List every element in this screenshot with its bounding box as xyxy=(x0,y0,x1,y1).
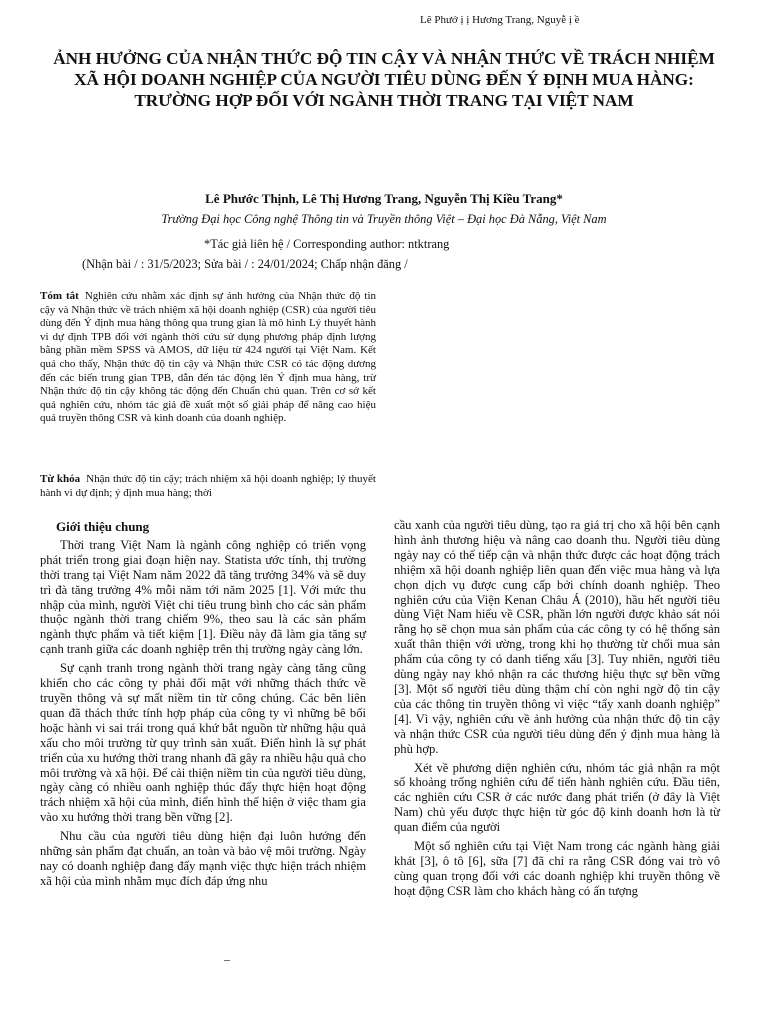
paragraph: Sự cạnh tranh trong ngành thời trang ngày càng tăng cũng khiến cho các công ty phải đối mặt với những thách thức về truyền thông và sự mất niềm tin từ công chúng. Các bên liên quan đã thách thức tính hợp pháp của công ty vì những bê bối hoặc hành vi sai trái trong quá khứ bắt nguồn từ những hậu quả xấu cho môi trường từ quy trình sản xuất. Điển hình là sự phát triển của xu hướng thời trang nhanh đã gây ra nhiều hậu quả cho môi trường và xã hội. Để cải thiện niềm tin của người tiêu dùng, ngày càng có nhiều oanh nghiệp thúc đẩy thực hiện hoạt động trách nhiệm xã hội của mình, điển hình thể hiện ở việc tham gia vào xu hướng thời trang bền vững [2]. xyxy=(40,661,366,825)
affiliation: Trường Đại học Công nghệ Thông tin và Truyền thông Việt – Đại học Đà Nẵng, Việt Nam xyxy=(161,212,607,226)
corresponding-author: *Tác giả liên hệ / Corresponding author: ntktrang xyxy=(204,237,450,251)
author-list: Lê Phước Thịnh, Lê Thị Hương Trang, Nguyễn Thị Kiều Trang* xyxy=(205,191,563,206)
abstract-text: Nghiên cứu nhằm xác định sự ảnh hưởng của Nhận thức độ tin cậy và Nhận thức về trách nhiệm xã hội doanh nghiệp (CSR) của người tiêu dùng đến Ý định mua hàng thông qua trung gian là mô hình Lý thuyết hành vi dự định TPB đối với ngành thời cứu sử dụng phương pháp định lượng bằng phần mềm SPSS và AMOS, dữ liệu từ 424 người tại Việt Nam. Kết quả cho thấy, Nhận thức độ tin cậy và Nhận thức CSR có tác động dương đến các biến trung gian TPB, dẫn đến tác động lên Ý định mua hàng, trừ Nhận thức độ tin cậy không tác động đến Chuẩn chủ quan. Trên cơ sở kết quả nghiên cứu, nhóm tác giả đề xuất một số giải pháp để nâng cao hiệu quả truyền thông CSR và kinh doanh của doanh nghiệp. xyxy=(40,290,377,425)
paragraph: Một số nghiên cứu tại Việt Nam trong các ngành hàng giải khát [3], ô tô [6], sữa [7] đã chỉ ra rằng CSR đóng vai trò vô cùng quan trọng đối với các doanh nghiệp khi truyền thông về hoạt động CSR làm cho khách hàng có ấn tượng xyxy=(394,839,720,898)
keywords xyxy=(40,473,376,500)
section-heading: Giới thiệu chung xyxy=(56,519,150,534)
keywords-label: Từ khóa xyxy=(40,473,81,485)
keywords-text: Nhận thức độ tin cậy; trách nhiệm xã hội doanh nghiệp; lý thuyết hành vi dự định; ý định mua hàng; thời xyxy=(40,473,376,499)
footnote-mark: – xyxy=(224,952,230,966)
paper-title: ẢNH HƯỞNG CỦA NHẬN THỨC ĐỘ TIN CẬY VÀ NHẬN THỨC VỀ TRÁCH NHIỆM XÃ HỘI DOANH NGHIỆP CỦA NGƯỜI TIÊU DÙNG ĐẾN Ý ĐỊNH MUA HÀNG: TRƯỜNG HỢP ĐỐI VỚI NGÀNH THỜI TRANG TẠI VIỆT NAM xyxy=(53,49,715,110)
paragraph: cầu xanh của người tiêu dùng, tạo ra giá trị cho xã hội bên cạnh hình ảnh thương hiệu và nâng cao doanh thu. Người tiêu dùng ngày nay có thể tiếp cận và nhận thức được các hoạt động trách nhiệm xã hội doanh nghiệp liên quan đến việc mua hàng và lựa chọn dịch vụ được cung cấp bởi chính doanh nghiệp. Theo nghiên cứu của Viện Kenan Châu Á (2010), hầu hết người tiêu dùng Việt Nam hiểu về CSR, phần lớn người được khảo sát nói rằng họ sẽ chọn mua sản phẩm của các công ty có hệ thống sản xuất thân thiện với ường, trong khi họ thường từ chối mua sản phẩm của công ty có danh tiếng xấu [3]. Tuy nhiên, người tiêu dùng ngày nay khó nhận ra các thương hiệu thực sự bền vững [3]. Một số người tiêu dùng thậm chí còn nghi ngờ độ tin cậy của các thông tin truyền thông vì việc “tẩy xanh doanh nghiệp” [4]. Vì vậy, nghiên cứu về ảnh hưởng của nhận thức độ tin cậy và nhận thức CSR của người tiêu dùng đến ý định mua hàng là phù hợp. xyxy=(394,518,720,756)
running-header: Lê Phướ ị ị Hương Trang, Nguyễ ị ề xyxy=(420,14,580,26)
paragraph: Xét về phương diện nghiên cứu, nhóm tác giả nhận ra một số khoảng trống nghiên cứu để tiến hành nghiên cứu. Đầu tiên, các nghiên cứu CSR ở các nước đang phát triển (ở đây là Việt Nam) chủ yếu được thực hiện từ góc độ kinh doanh hơn là từ quan điểm của người xyxy=(394,760,720,835)
paragraph: Thời trang Việt Nam là ngành công nghiệp có triển vọng phát triển trong giai đoạn hiện nay. Statista ước tính, thị trường thời trang tại Việt Nam năm 2022 đã tăng trưởng 34% và sẽ duy trì đà tăng trưởng 4% mỗi năm tới năm 2025 [1]. Với mức thu nhập của mình, người Việt chi tiêu trung bình cho các sản phẩm thuộc ngành thời trang chiếm 9%, theo sau là các sản phẩm ngành thực phẩm và tiết kiệm [1]. Điều này đã làm gia tăng sự cạnh tranh giữa các doanh nghiệp trên thị trường ngày càng lớn. xyxy=(40,537,366,657)
abstract xyxy=(40,290,376,426)
right-column xyxy=(394,518,720,903)
paragraph: Nhu cầu của người tiêu dùng hiện đại luôn hướng đến những sản phẩm đạt chuẩn, an toàn và bảo vệ môi trường. Ngày nay có doanh nghiệp đang đẩy mạnh việc thực hiện trách nhiệm xã hội của mình nhằm mục đích đáp ứng nhu xyxy=(40,829,366,888)
submission-dates: (Nhận bài / : 31/5/2023; Sửa bài / : 24/01/2024; Chấp nhận đăng / xyxy=(82,257,408,271)
left-column xyxy=(40,520,366,893)
abstract-label: Tóm tắt xyxy=(40,290,79,302)
